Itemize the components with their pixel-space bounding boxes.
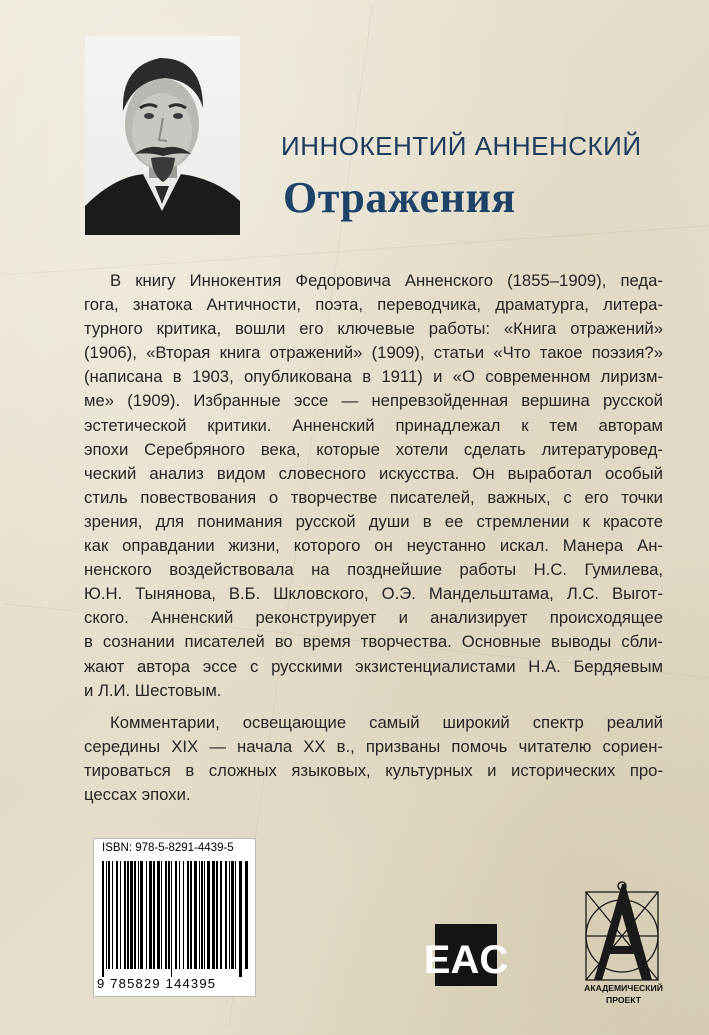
barcode-bar [194,861,197,969]
barcode-bar [149,861,152,969]
barcode-bar [161,861,162,969]
barcode-bar [127,861,129,969]
text-line: тироваться в сложных языковых, культурных и исторических про- [84,760,663,780]
barcode-bar [106,861,107,969]
description-paragraph-2 [84,711,663,807]
text-line: середины XIX — начала XX в., призваны помочь читателю сориен- [84,736,663,756]
barcode-bar [225,861,227,969]
barcode-bar [153,861,155,969]
barcode-bar [157,861,160,969]
barcode-bar [102,861,104,977]
text-line: Комментарии, освещающие самый широкий спектр реалий [110,712,663,732]
text-line: Ю.Н. Тынянова, В.Б. Шкловского, О.Э. Мандельштама, Л.С. Выгот- [84,584,663,604]
eac-mark [423,924,509,986]
barcode-bar [116,861,118,969]
text-line: турного критика, вошли его ключевые работы: «Книга отражений» [84,319,663,339]
barcode-bar [229,861,230,969]
barcode-bar [165,861,167,969]
barcode-bar [207,861,210,969]
text-line: гога, знатока Античности, поэта, переводчика, драматурга, литера- [84,295,663,315]
barcode-bar [108,861,110,969]
barcode-bar [187,861,189,969]
barcode-bar [239,861,242,977]
text-line: зрения, для понимания русской души в ее стремлении к красоте [84,511,663,531]
publisher-name [566,982,681,1006]
barcode-bar [175,861,177,969]
barcode-bar [199,861,200,969]
text-line: как оправдании жизни, которого он неустанно искал. Манера Ан- [84,536,663,556]
barcode-bar [220,861,222,969]
text-line: ского. Анненский реконструирует и анализирует происходящее [84,608,663,628]
publisher-name-line2: ПРОЕКТ [606,995,641,1005]
barcode-bar [130,861,133,969]
eac-text: EAC [423,938,509,982]
text-line: ненского воздействовала на позднейшие работы Н.С. Гумилева, [84,560,663,580]
barcode-bar [120,861,121,969]
barcode-bar [138,861,139,969]
isbn-label: ISBN: 978-5-8291-4439-5 [102,842,234,854]
author-portrait [85,36,240,235]
barcode-bar [171,861,172,977]
barcode-bar [168,861,170,969]
text-line: ческий анализ видом словесного искусства. Он выработал особый [84,463,663,483]
barcode-bar [204,861,205,969]
barcode-bar [134,861,136,969]
barcode-bar [112,861,113,969]
barcode-bar [190,861,192,969]
book-description [84,269,663,807]
isbn-barcode [93,838,256,997]
barcode-bar [146,861,147,969]
barcode-bar [212,861,215,969]
text-line: В книгу Иннокентия Федоровича Анненского (1855–1909), педа- [110,271,663,290]
barcode-bar [231,861,234,969]
barcode-digits: 9 785829 144395 [97,976,217,991]
text-line: жают автора эссе с русскими экзистенциалистами Н.А. Бердяевым [84,656,663,676]
text-line: стиль повествования о творчестве писателей, важных, с его точки [84,487,663,507]
description-paragraph-1 [84,269,663,703]
text-line: эстетической критики. Анненский принадлежал к тем авторам [84,415,663,435]
text-line: и Л.И. Шестовым. [84,680,222,700]
text-line: ме» (1909). Избранные эссе — непревзойденная вершина русской [84,391,663,411]
barcode-bar [216,861,218,969]
barcode-bar [201,861,203,969]
text-line: эпохи Серебряного века, которые хотели сделать литературовед- [84,439,663,459]
barcode-bar [235,861,236,969]
barcode-bar [183,861,184,969]
author-name: ИННОКЕНТИЙ АННЕНСКИЙ [281,131,642,161]
barcode-bar [179,861,180,969]
text-line: в сознании писателей во время творчества. Основные выводы сбли- [84,632,663,652]
barcode-bar [124,861,126,969]
book-title: Отражения [283,173,516,222]
publisher-name-line1: АКАДЕМИЧЕСКИЙ [584,983,663,993]
barcode-bar [140,861,143,969]
barcode-bars [100,861,249,977]
text-line: (1906), «Вторая книга отражений» (1909), статьи «Что такое поэзия?» [84,343,663,363]
text-line: цессах эпохи. [84,784,191,804]
text-line: (написана в 1903, опубликована в 1911) и «О современном лиризм- [84,367,663,387]
barcode-bar [245,861,248,969]
